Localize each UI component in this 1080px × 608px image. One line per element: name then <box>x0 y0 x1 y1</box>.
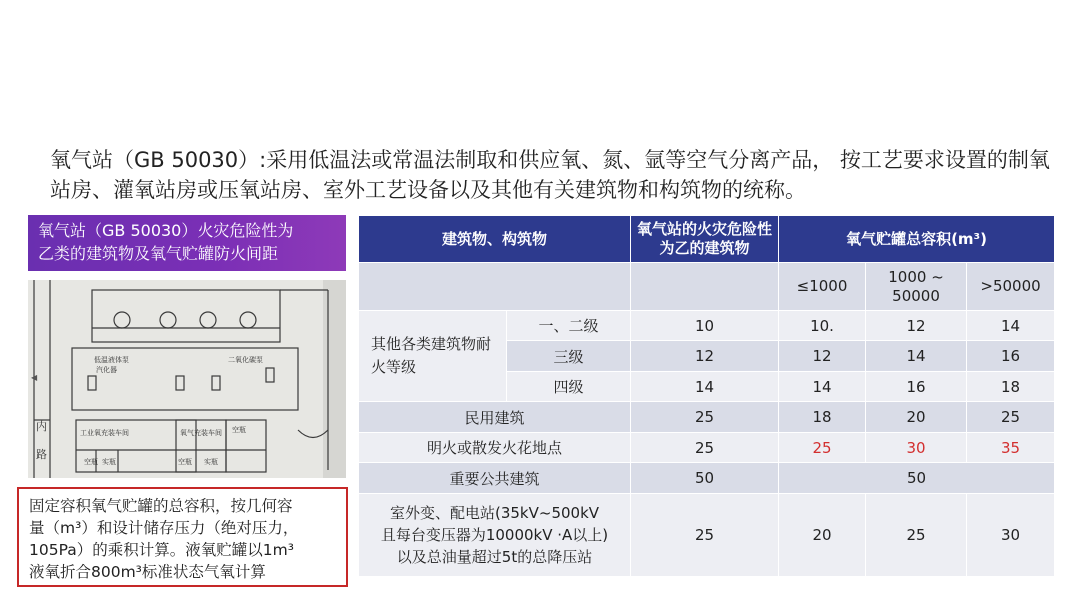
cell: 12 <box>631 341 779 372</box>
section-title-line1: 氧气站（GB 50030）火灾危险性为 <box>38 221 294 240</box>
row-label: 民用建筑 <box>359 402 631 433</box>
plan-label-full2: 实瓶 <box>204 458 218 466</box>
site-plan-photo <box>28 280 346 478</box>
cell: 25 <box>866 494 967 577</box>
grade-label: 四级 <box>507 372 631 402</box>
header-class-b: 氧气站的火灾危险性为乙的建筑物 <box>631 216 779 263</box>
cell: 14 <box>779 372 866 402</box>
table-row <box>359 463 1055 494</box>
note-line4: 液氧折合800m³标准状态气氧计算 <box>29 563 266 581</box>
note-line3: 105Pa）的乘积计算。液氧贮罐以1m³ <box>29 541 294 559</box>
subheader-row <box>359 263 1055 311</box>
table-row <box>359 433 1055 463</box>
plan-label-empty3: 空瓶 <box>232 426 246 434</box>
plan-label-co2: 二氧化碳泵 <box>228 356 263 364</box>
left-arrow-icon: ◀ <box>31 373 38 382</box>
cell: 16 <box>967 341 1055 372</box>
highlight-cell: 30 <box>866 433 967 463</box>
cell: 30 <box>967 494 1055 577</box>
plan-label-full1: 实瓶 <box>102 458 116 466</box>
cell: 25 <box>631 433 779 463</box>
cell: 10. <box>779 311 866 341</box>
cell: 18 <box>967 372 1055 402</box>
note-line1: 固定容积氧气贮罐的总容积，按几何容 <box>29 497 293 515</box>
cell: 20 <box>866 402 967 433</box>
cell: 18 <box>779 402 866 433</box>
cell: 12 <box>866 311 967 341</box>
note-line2: 量（m³）和设计储存压力（绝对压力， <box>29 519 299 537</box>
plan-label-inner: 内 <box>36 420 47 433</box>
cell: 14 <box>967 311 1055 341</box>
highlight-cell: 25 <box>779 433 866 463</box>
table-row <box>359 494 1055 577</box>
fire-grade-label: 其他各类建筑物耐火等级 <box>359 311 507 402</box>
plan-label-oxygen: 氧气充装车间 <box>180 429 222 437</box>
volume-col-2: 1000 ~ 50000 <box>866 263 967 311</box>
cell: 25 <box>967 402 1055 433</box>
section-title-line2: 乙类的建筑物及氧气贮罐防火间距 <box>38 244 279 263</box>
plan-label-industrial: 工业氧充装车间 <box>80 429 129 437</box>
table-row <box>359 311 1055 341</box>
volume-col-3: >50000 <box>967 263 1055 311</box>
fire-distance-table <box>358 215 1055 577</box>
volume-col-1: ≤1000 <box>779 263 866 311</box>
grade-label: 一、二级 <box>507 311 631 341</box>
row-label: 重要公共建筑 <box>359 463 631 494</box>
volume-note <box>17 487 348 587</box>
highlight-cell: 35 <box>967 433 1055 463</box>
substation-label <box>359 494 631 577</box>
plan-label-empty2: 空瓶 <box>178 458 192 466</box>
table-row <box>359 402 1055 433</box>
substation-label-line2: 且每台变压器为10000kV ·A以上) <box>380 526 609 544</box>
site-plan-drawing <box>28 280 346 478</box>
header-building: 建筑物、构筑物 <box>359 216 631 263</box>
cell: 50 <box>779 463 1055 494</box>
row-label: 明火或散发火花地点 <box>359 433 631 463</box>
cell: 16 <box>866 372 967 402</box>
substation-label-line3: 以及总油量超过5t的总降压站 <box>396 548 593 566</box>
plan-label-road: 路 <box>36 448 47 461</box>
grade-label: 三级 <box>507 341 631 372</box>
cell: 25 <box>631 402 779 433</box>
cell: 14 <box>631 372 779 402</box>
intro-paragraph: 氧气站（GB 50030）:采用低温法或常温法制取和供应氧、氮、氩等空气分离产品， 按工艺要求设置的制氧站房、灌氧站房或压氧站房、室外工艺设备以及其他有关建筑物和构筑物的统称。 <box>50 148 1050 202</box>
cell: 25 <box>631 494 779 577</box>
substation-label-line1: 室外变、配电站(35kV~500kV <box>389 504 600 522</box>
cell: 50 <box>631 463 779 494</box>
section-title <box>28 215 346 271</box>
plan-label-vaporizer: 汽化器 <box>96 366 117 374</box>
header-volume: 氧气贮罐总容积(m³) <box>779 216 1055 263</box>
cell: 20 <box>779 494 866 577</box>
plan-label-pump: 低温液体泵 <box>94 356 129 364</box>
cell: 10 <box>631 311 779 341</box>
cell: 12 <box>779 341 866 372</box>
cell: 14 <box>866 341 967 372</box>
plan-label-empty1: 空瓶 <box>84 458 98 466</box>
